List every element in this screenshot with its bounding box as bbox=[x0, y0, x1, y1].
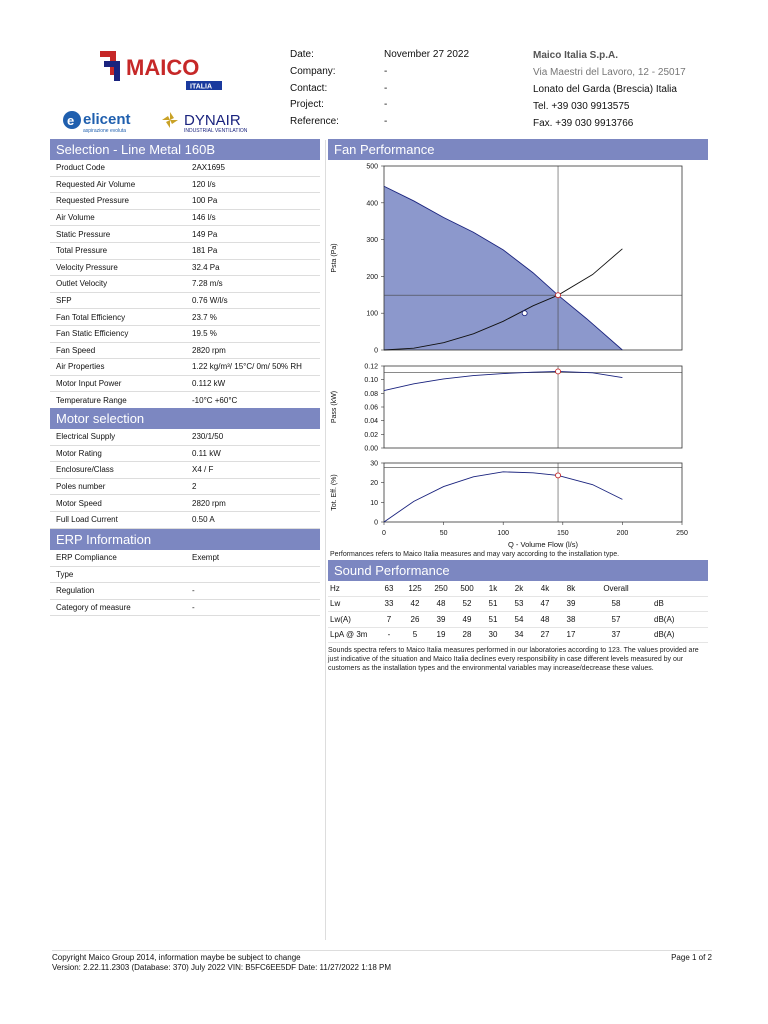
y-tick-label: 0.10 bbox=[364, 377, 378, 385]
row-label: ERP Compliance bbox=[56, 553, 117, 563]
sound-cell: 28 bbox=[462, 630, 472, 640]
table-row bbox=[50, 326, 320, 343]
table-row bbox=[50, 309, 320, 326]
erp-section bbox=[50, 529, 320, 616]
sound-cell: Lw(A) bbox=[330, 614, 351, 624]
row-label: Enclosure/Class bbox=[56, 465, 114, 475]
company-address: Via Maestri del Lavoro, 12 - 25017 bbox=[533, 67, 686, 78]
sound-cell: 27 bbox=[540, 630, 550, 640]
operating-marker bbox=[556, 293, 561, 298]
table-row bbox=[50, 210, 320, 227]
chart-frame bbox=[384, 366, 682, 448]
row-value: 0.76 W/l/s bbox=[192, 296, 228, 306]
sound-header-cell: 250 bbox=[434, 583, 448, 593]
selection-table bbox=[50, 160, 320, 409]
row-label: Poles number bbox=[56, 482, 106, 492]
table-row bbox=[50, 177, 320, 194]
sound-table bbox=[328, 581, 708, 643]
fan-performance-note: Performances refers to Maico Italia measures and may vary according to the installation type. bbox=[330, 551, 620, 558]
elicent-logo bbox=[62, 108, 152, 134]
table-row bbox=[50, 343, 320, 360]
table-row bbox=[50, 376, 320, 393]
y-tick-label: 200 bbox=[366, 273, 378, 281]
row-value: 0.112 kW bbox=[192, 379, 226, 389]
sound-cell: 7 bbox=[386, 614, 392, 624]
info-row bbox=[290, 114, 469, 131]
row-value: 0.11 kW bbox=[192, 448, 221, 458]
y-tick-label: 0.08 bbox=[364, 390, 378, 398]
info-label: Company: bbox=[290, 65, 336, 77]
row-label: Regulation bbox=[56, 586, 95, 596]
sound-header-cell: 2k bbox=[514, 583, 524, 593]
row-value: 2820 rpm bbox=[192, 498, 226, 508]
info-row bbox=[290, 97, 469, 114]
row-label: Requested Air Volume bbox=[56, 179, 136, 189]
sound-cell: 33 bbox=[384, 599, 394, 609]
series-line bbox=[384, 371, 622, 390]
info-row bbox=[290, 81, 469, 98]
row-value: - bbox=[192, 603, 195, 613]
dynair-brand: DYNAIR bbox=[184, 112, 241, 129]
row-value: 2820 rpm bbox=[192, 345, 226, 355]
info-label: Contact: bbox=[290, 82, 328, 94]
row-value: X4 / F bbox=[192, 465, 214, 475]
row-value: 7.28 m/s bbox=[192, 279, 223, 289]
row-value: 146 l/s bbox=[192, 213, 216, 223]
sound-cell: 52 bbox=[462, 599, 472, 609]
row-value: 100 Pa bbox=[192, 196, 218, 206]
sound-cell: 58 bbox=[611, 599, 621, 609]
info-label: Project: bbox=[290, 99, 324, 111]
table-row bbox=[50, 160, 320, 177]
sound-cell: LpA @ 3m bbox=[330, 630, 368, 640]
y-tick-label: 20 bbox=[370, 480, 378, 488]
sound-performance-title: Sound Performance bbox=[328, 560, 708, 581]
row-value: 0.50 A bbox=[192, 515, 215, 525]
row-label: Fan Speed bbox=[56, 345, 96, 355]
sound-cell: 19 bbox=[436, 630, 446, 640]
erp-table bbox=[50, 550, 320, 616]
sound-cell: 39 bbox=[566, 599, 576, 609]
fan-performance-title: Fan Performance bbox=[328, 139, 708, 160]
sound-cell: 38 bbox=[566, 614, 576, 624]
info-label: Reference: bbox=[290, 116, 339, 128]
table-row bbox=[50, 512, 320, 529]
row-value: 23.7 % bbox=[192, 312, 217, 322]
row-value: 181 Pa bbox=[192, 246, 218, 256]
maico-logo bbox=[98, 45, 226, 95]
pressure-area bbox=[384, 186, 622, 350]
y-tick-label: 10 bbox=[370, 499, 378, 507]
sound-cell: 34 bbox=[514, 630, 524, 640]
row-label: Motor Rating bbox=[56, 448, 102, 458]
info-value: - bbox=[384, 65, 388, 77]
elicent-brand: elicent bbox=[83, 111, 131, 128]
x-tick-label: 250 bbox=[676, 530, 688, 537]
sound-cell: 37 bbox=[611, 630, 621, 640]
y-axis-label: Psta (Pa) bbox=[331, 243, 338, 273]
row-value: 230/1/50 bbox=[192, 432, 224, 442]
footer-copyright: Copyright Maico Group 2014, information maybe be subject to change bbox=[52, 953, 301, 962]
table-row bbox=[50, 193, 320, 210]
motor-table bbox=[50, 429, 320, 529]
motor-section bbox=[50, 408, 320, 529]
company-tel: Tel. +39 030 9913575 bbox=[533, 101, 630, 112]
y-tick-label: 0 bbox=[374, 347, 378, 355]
sound-cell: dB(A) bbox=[654, 614, 675, 624]
company-city: Lonato del Garda (Brescia) Italia bbox=[533, 84, 677, 95]
selection-title: Selection - Line Metal 160B bbox=[50, 139, 320, 160]
company-name: Maico Italia S.p.A. bbox=[533, 50, 619, 61]
sound-note: Sounds spectra refers to Maico Italia measures performed in our laboratories according to 123. The values provided are just indicative of the situation and Maico Italia declines every responsibility in case different levels measured by our customers as the installation types and the environmental variables may increase/decrease these values. bbox=[328, 647, 699, 672]
sound-cell: 42 bbox=[410, 599, 420, 609]
sound-row bbox=[328, 628, 708, 644]
dynair-tagline: INDUSTRIAL VENTILATION bbox=[184, 128, 248, 134]
table-row bbox=[50, 429, 320, 446]
table-row bbox=[50, 479, 320, 496]
footer bbox=[52, 950, 712, 973]
row-value: 120 l/s bbox=[192, 179, 216, 189]
row-label: Category of measure bbox=[56, 603, 131, 613]
sound-header-cell: 4k bbox=[540, 583, 550, 593]
y-tick-label: 300 bbox=[366, 237, 378, 245]
row-label: Temperature Range bbox=[56, 395, 127, 405]
row-value: -10°C +60°C bbox=[192, 395, 238, 405]
operating-marker bbox=[556, 369, 561, 374]
selection-section bbox=[50, 139, 320, 409]
row-label: Air Volume bbox=[56, 213, 95, 223]
sound-cell: 54 bbox=[514, 614, 524, 624]
dynair-logo bbox=[158, 108, 268, 134]
row-label: Motor Input Power bbox=[56, 379, 122, 389]
sound-header-cell: 63 bbox=[384, 583, 394, 593]
elicent-tagline: aspirazione evoluta bbox=[83, 128, 127, 134]
sound-cell: 51 bbox=[488, 599, 498, 609]
row-label: Velocity Pressure bbox=[56, 262, 118, 272]
document-info bbox=[290, 47, 469, 131]
row-label: SFP bbox=[56, 296, 72, 306]
table-row bbox=[50, 226, 320, 243]
table-row bbox=[50, 600, 320, 617]
table-row bbox=[50, 462, 320, 479]
row-value: 32.4 Pa bbox=[192, 262, 220, 272]
y-tick-label: 30 bbox=[370, 460, 378, 468]
info-value: November 27 2022 bbox=[384, 49, 470, 60]
sound-header-cell: 1k bbox=[488, 583, 498, 593]
sound-cell: 39 bbox=[436, 614, 446, 624]
row-value: 2 bbox=[192, 482, 197, 492]
sound-row bbox=[328, 597, 708, 613]
row-label: Electrical Supply bbox=[56, 432, 116, 442]
x-tick-label: 150 bbox=[556, 530, 569, 537]
sound-cell: 5 bbox=[412, 630, 418, 640]
table-row bbox=[50, 392, 320, 409]
sound-cell: 30 bbox=[488, 630, 498, 640]
sound-header-cell: 500 bbox=[460, 583, 474, 593]
info-label: Date: bbox=[290, 49, 314, 60]
maico-brand: MAICO bbox=[126, 55, 200, 80]
row-value: 2AX1695 bbox=[192, 163, 225, 173]
info-row bbox=[290, 64, 469, 81]
y-tick-label: 0.00 bbox=[364, 445, 378, 453]
sound-cell: - bbox=[387, 630, 391, 640]
table-row bbox=[50, 260, 320, 277]
info-row bbox=[290, 47, 469, 64]
info-value: - bbox=[384, 82, 388, 94]
table-row bbox=[50, 446, 320, 463]
row-label: Total Pressure bbox=[56, 246, 108, 256]
row-label: Fan Static Efficiency bbox=[56, 329, 129, 339]
row-value: 19.5 % bbox=[192, 329, 217, 339]
row-value: Exempt bbox=[192, 553, 220, 563]
y-tick-label: 0.02 bbox=[364, 431, 378, 439]
row-label: Static Pressure bbox=[56, 229, 111, 239]
table-row bbox=[50, 243, 320, 260]
table-row bbox=[50, 495, 320, 512]
row-label: Motor Speed bbox=[56, 498, 102, 508]
row-label: Product Code bbox=[56, 163, 105, 173]
row-label: Outlet Velocity bbox=[56, 279, 108, 289]
fan-performance-chart bbox=[326, 160, 710, 557]
x-tick-label: 0 bbox=[382, 530, 386, 537]
sound-cell: 49 bbox=[462, 614, 472, 624]
y-tick-label: 0.12 bbox=[364, 363, 378, 371]
y-axis-label: Tot. Eff. (%) bbox=[331, 474, 338, 511]
y-tick-label: 500 bbox=[366, 163, 378, 171]
x-axis-label: Q - Volume Flow (l/s) bbox=[507, 540, 579, 549]
y-axis-label: Pass (kW) bbox=[331, 390, 338, 424]
sound-cell: 47 bbox=[540, 599, 550, 609]
sound-cell: dB bbox=[654, 599, 664, 609]
table-row bbox=[50, 276, 320, 293]
motor-title: Motor selection bbox=[50, 408, 320, 429]
y-tick-label: 100 bbox=[366, 310, 378, 318]
table-row bbox=[50, 550, 320, 567]
row-label: Full Load Current bbox=[56, 515, 118, 525]
row-label: Air Properties bbox=[56, 362, 105, 372]
table-row bbox=[50, 293, 320, 310]
row-label: Type bbox=[56, 569, 74, 579]
series-line bbox=[384, 472, 622, 522]
table-row bbox=[50, 583, 320, 600]
info-value: - bbox=[384, 99, 388, 111]
sound-cell: dB(A) bbox=[654, 630, 675, 640]
page-number: Page 1 of 2 bbox=[671, 953, 712, 962]
x-tick-label: 100 bbox=[497, 530, 510, 537]
sound-cell: 17 bbox=[566, 630, 576, 640]
erp-title: ERP Information bbox=[50, 529, 320, 550]
x-tick-label: 200 bbox=[616, 530, 629, 537]
row-value: - bbox=[192, 586, 195, 596]
row-label: Fan Total Efficiency bbox=[56, 312, 126, 322]
company-fax: Fax. +39 030 9913766 bbox=[533, 118, 634, 129]
table-row bbox=[50, 567, 320, 584]
sound-cell: 26 bbox=[410, 614, 420, 624]
row-value: 1.22 kg/m³/ 15°C/ 0m/ 50% RH bbox=[192, 362, 302, 372]
operating-marker bbox=[556, 473, 561, 478]
sound-header-cell: 8k bbox=[566, 583, 576, 593]
row-label: Requested Pressure bbox=[56, 196, 129, 206]
row-value: 149 Pa bbox=[192, 229, 218, 239]
sound-cell: 57 bbox=[611, 614, 621, 624]
y-tick-label: 0 bbox=[374, 519, 378, 527]
chart-frame bbox=[384, 463, 682, 522]
sound-header-cell: Hz bbox=[330, 583, 340, 593]
info-value: - bbox=[384, 116, 388, 128]
company-block bbox=[533, 47, 686, 132]
y-tick-label: 0.04 bbox=[364, 418, 378, 426]
sound-header-cell: 125 bbox=[408, 583, 422, 593]
y-tick-label: 0.06 bbox=[364, 404, 378, 412]
footer-version: Version: 2.22.11.2303 (Database: 370) July 2022 VIN: B5FC6EE5DF Date: 11/27/2022 1:18 PM bbox=[52, 963, 392, 972]
sound-cell: 53 bbox=[514, 599, 524, 609]
svg-text:e: e bbox=[67, 113, 75, 128]
sound-row bbox=[328, 612, 708, 628]
y-tick-label: 400 bbox=[366, 200, 378, 208]
sound-header-row bbox=[328, 581, 708, 597]
sound-cell: 48 bbox=[540, 614, 550, 624]
sound-cell: 51 bbox=[488, 614, 498, 624]
maico-sub: ITALIA bbox=[190, 83, 213, 91]
sound-cell: Lw bbox=[330, 599, 341, 609]
sound-cell: 48 bbox=[436, 599, 446, 609]
sound-header-cell: Overall bbox=[603, 583, 629, 593]
table-row bbox=[50, 359, 320, 376]
request-marker bbox=[522, 311, 527, 316]
x-tick-label: 50 bbox=[439, 530, 448, 537]
